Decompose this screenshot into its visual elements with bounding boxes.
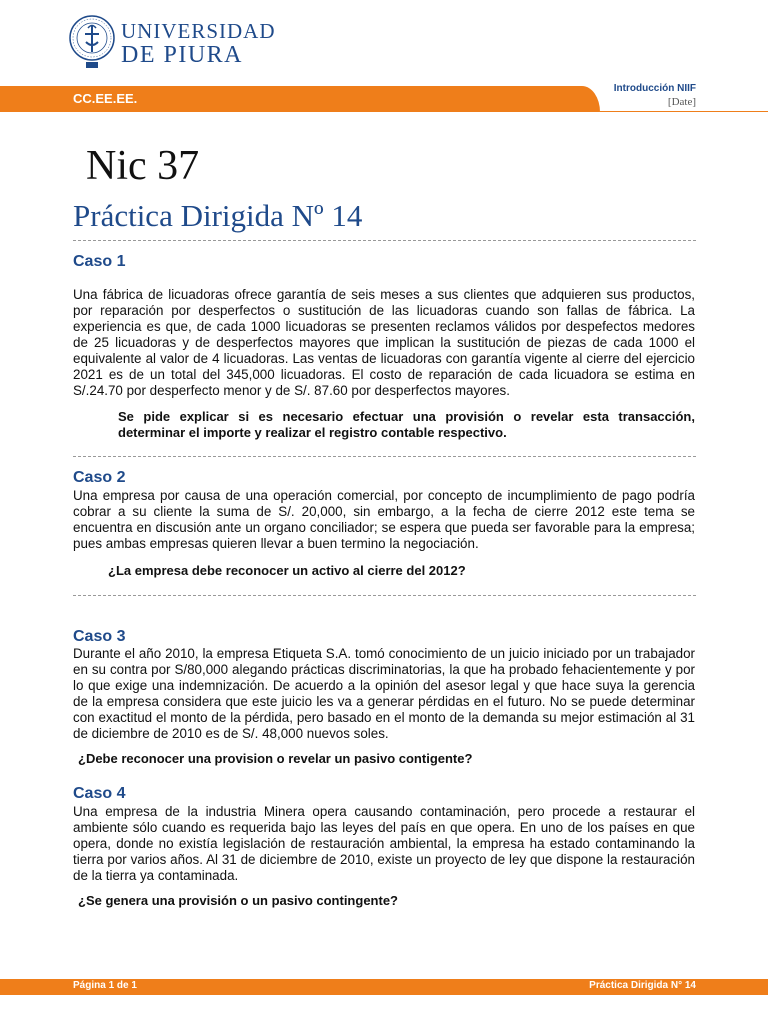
case-4-question: ¿Se genera una provisión o un pasivo contingente? (78, 893, 398, 908)
section-divider (73, 240, 696, 241)
page-number: Página 1 de 1 (73, 980, 137, 991)
case-1-question: Se pide explicar si es necesario efectuar una provisión o revelar esta transacción, determinar el importe y realizar el registro contable respectivo. (118, 409, 695, 440)
case-2-heading: Caso 2 (73, 469, 126, 486)
page-title: Nic 37 (86, 143, 200, 189)
footer-title: Práctica Dirigida N° 14 (589, 980, 696, 991)
case-4-body: Una empresa de la industria Minera opera causando contaminación, pero procede a restaurar el ambiente sólo cuando es requerida bajo las leyes del país en que opera. En uno de los países en que opera, donde no existía legislación de restauración ambiental, la empresa ha estado contaminando la tierra por varios años. Al 31 de diciembre de 2010, existe un proyecto de ley que dispone la restauración de la tierra ya contaminada. (73, 804, 695, 883)
case-1-body: Una fábrica de licuadoras ofrece garantía de seis meses a sus clientes que adquieren sus productos, por reparación por desperfectos o sustitución de las licuadoras cuando son fallas de fábrica. La experiencia es que, de cada 1000 licuadoras se presenten reclamos válidos por despefectos medores de 25 licuadoras y de desperfectos mayores que implican la sustitución de piezas de cada 1000 el equivalente al valor de 4 licuadoras. Las ventas de licuadoras con garantía vigente al cierre del ejercicio 2021 es de un total del 345,000 licuadoras. El costo de reparación de cada licuadora se estima en S/.24.70 por desperfecto menor y de S/. 87.60 por desperfectos mayores. (73, 287, 695, 398)
case-2-body: Una empresa por causa de una operación comercial, por concepto de incumplimiento de pago podría cobrar a su cliente la suma de S/. 20,000, sin embargo, a la fecha de cierre 2012 este tema se encuentra en discusión ante un organo conciliador; se espera que pueda ser favorable para la empresa; pues ambas empresas quieren llevar a buen termino la negociación. (73, 488, 695, 551)
section-divider (73, 456, 696, 457)
case-1-heading: Caso 1 (73, 253, 126, 270)
university-name (121, 20, 276, 68)
header-date: [Date] (667, 96, 696, 108)
page-subtitle: Práctica Dirigida Nº 14 (73, 198, 363, 233)
university-name-line2: DE PIURA (121, 42, 244, 68)
footer-bar (0, 979, 768, 995)
course-name: Introducción NIIF (613, 83, 696, 94)
case-2-question: ¿La empresa debe reconocer un activo al cierre del 2012? (108, 563, 466, 578)
header-rule (600, 111, 768, 112)
header-right (614, 82, 696, 109)
case-3-heading: Caso 3 (73, 628, 126, 645)
case-4-heading: Caso 4 (73, 785, 126, 802)
header-bar (0, 86, 600, 112)
university-name-line1: UNIVERSIDAD (121, 19, 276, 43)
section-divider (73, 595, 696, 596)
header-left-label: CC.EE.EE. (73, 91, 138, 106)
university-logo (68, 12, 276, 74)
university-seal-icon (68, 12, 116, 70)
case-3-body: Durante el año 2010, la empresa Etiqueta S.A. tomó conocimiento de un juicio iniciado por un trabajador en su contra por S/80,000 alegando prácticas discriminatorias, la que ha probado fehacientemente y por lo que exige una indemnización. De acuerdo a la opinión del asesor legal y que hace suya la gerencia de la empresa considera que este juicio les va a generar pérdidas en el futuro. No se puede determinar con exactitud el monto de la pérdida, pero basado en el monto de la demanda su mejor estimación al 31 de diciembre de 2010 es de S/. 48,000 nuevos soles. (73, 646, 695, 741)
case-3-question: ¿Debe reconocer una provision o revelar un pasivo contigente? (78, 751, 473, 766)
